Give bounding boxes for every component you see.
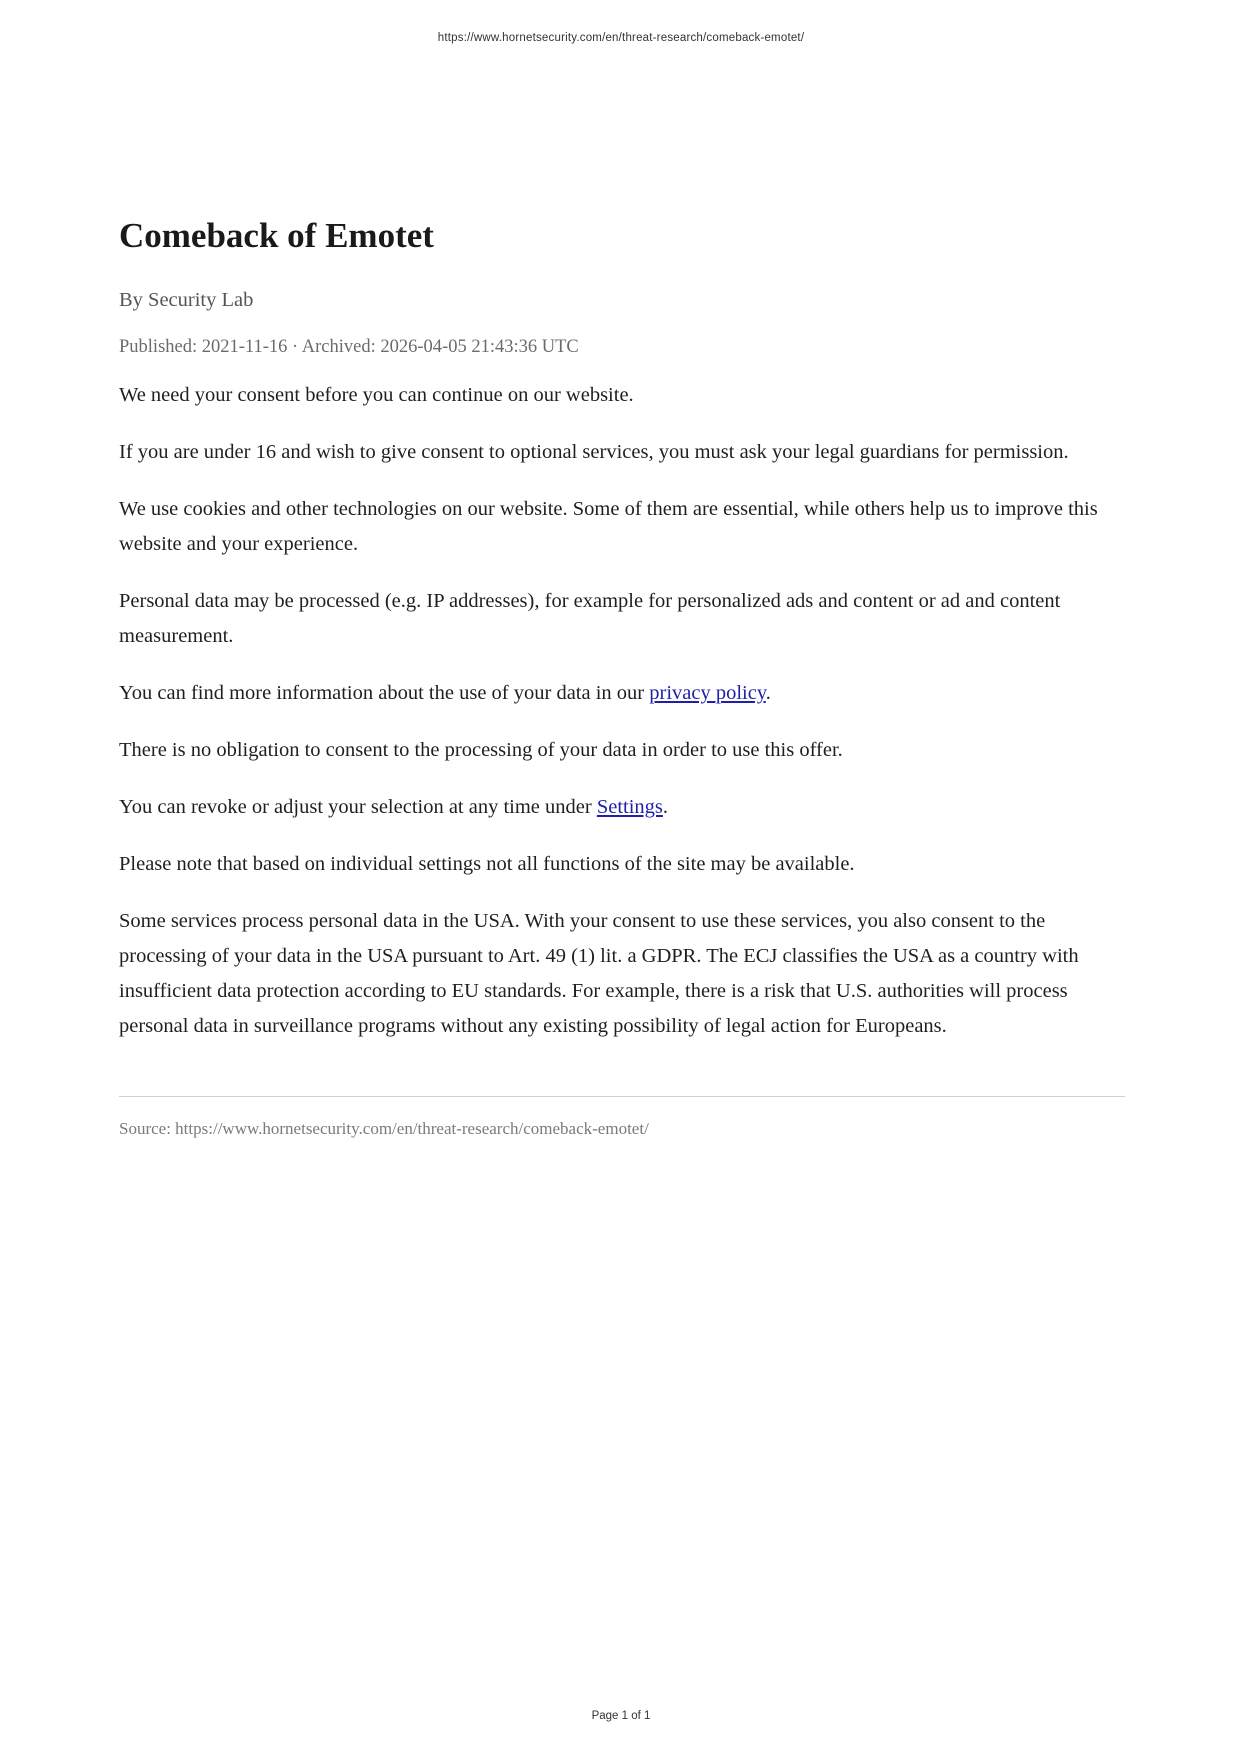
paragraph-no-obligation: There is no obligation to consent to the processing of your data in order to use this offer. (119, 739, 843, 761)
paragraph-privacy-info (119, 676, 1125, 711)
privacy-info-text: You can find more information about the use of your data in our (119, 682, 650, 704)
source-line: Source: https://www.hornetsecurity.com/en/threat-research/comeback-emotet/ (119, 1119, 649, 1138)
paragraph-revoke (119, 790, 1125, 825)
byline: By Security Lab (119, 289, 254, 311)
article (119, 208, 1125, 1141)
revoke-text: You can revoke or adjust your selection at any time under (119, 796, 597, 818)
article-body (119, 378, 1125, 1044)
paragraph-personal-data: Personal data may be processed (e.g. IP addresses), for example for personalized ads and content or ad and content measurement. (119, 590, 1061, 647)
paragraph-cookies: We use cookies and other technologies on our website. Some of them are essential, while others help us to improve this website and your experience. (119, 498, 1098, 555)
page-title: Comeback of Emotet (119, 216, 434, 255)
privacy-info-end: . (765, 682, 771, 704)
privacy-policy-link[interactable]: privacy policy (649, 682, 766, 704)
paragraph-under-16: If you are under 16 and wish to give consent to optional services, you must ask your legal guardians for permission. (119, 441, 1069, 463)
divider (119, 1096, 1125, 1097)
settings-link[interactable]: Settings (596, 796, 663, 818)
revoke-end: . (662, 796, 669, 818)
page-header-url: https://www.hornetsecurity.com/en/threat-research/comeback-emotet/ (437, 32, 805, 44)
paragraph-consent: We need your consent before you can continue on our website. (119, 384, 634, 406)
page-number: Page 1 of 1 (591, 1710, 651, 1722)
published-date: Published: 2021-11-16 · Archived: 2026-04-05 21:43:36 UTC (119, 337, 579, 357)
paragraph-usa-processing: Some services process personal data in the USA. With your consent to use these services, you also consent to the processing of your data in the USA pursuant to Art. 49 (1) lit. a GDPR. The ECJ classifies the USA as a country with insufficient data protection according to EU standards. For example, there is a risk that U.S. authorities will process personal data in surveillance programs without any existing possibility of legal action for Europeans. (119, 910, 1079, 1037)
paragraph-functions-note: Please note that based on individual settings not all functions of the site may be available. (119, 853, 855, 875)
